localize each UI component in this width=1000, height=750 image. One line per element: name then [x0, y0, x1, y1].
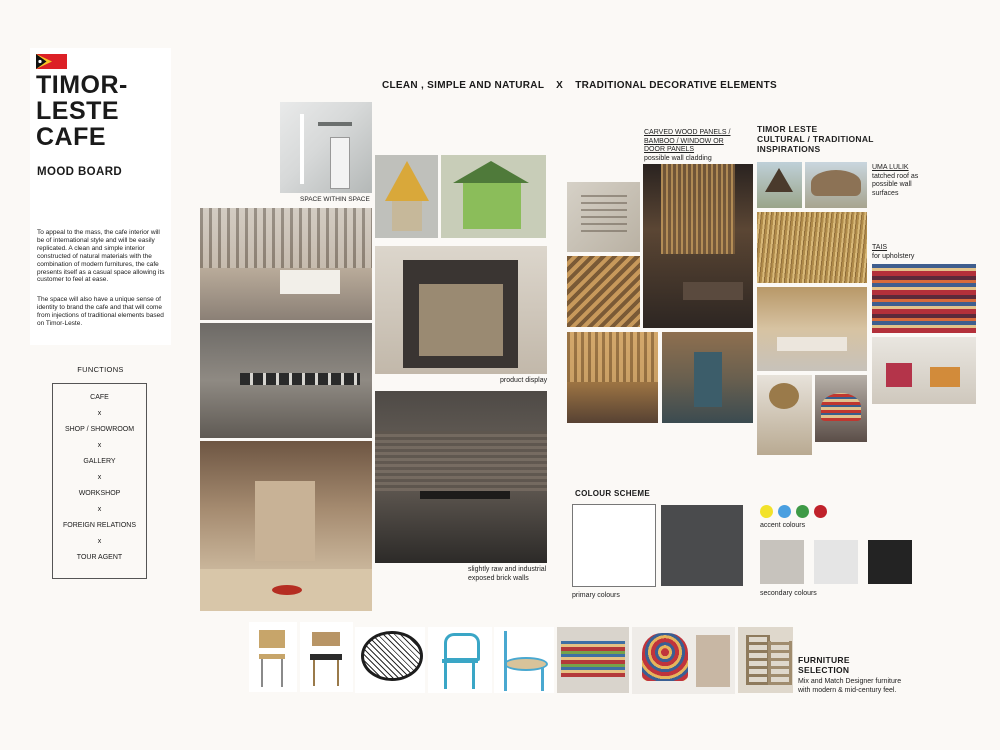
function-separator: x: [97, 410, 102, 417]
functions-heading: FUNCTIONS: [77, 365, 124, 374]
function-item: SHOP / SHOWROOM: [64, 426, 135, 433]
board-header: [382, 80, 777, 91]
cultural-line-3: INSPIRATIONS: [757, 144, 821, 154]
function-item: WORKSHOP: [78, 490, 121, 497]
cultural-line-1: TIMOR LESTE: [757, 124, 818, 134]
caption-brick: [468, 566, 546, 583]
function-separator: x: [97, 506, 102, 513]
title-line-2: LESTE: [36, 97, 120, 125]
tais-upholstery-room-photo: [872, 337, 976, 404]
caption-brick-line-2: exposed brick walls: [468, 574, 529, 582]
mood-board-subtitle: MOOD BOARD: [37, 166, 123, 178]
carved-line-3: DOOR PANELS: [644, 146, 695, 153]
primary-colours-label: primary colours: [572, 592, 620, 599]
furniture-suzani-chair-photo: [632, 627, 735, 694]
primary-swatch-white: [572, 504, 656, 587]
thatch-interior-photo: [757, 287, 867, 371]
shelving-shop-photo: [200, 208, 372, 320]
primary-swatch-dark-grey: [661, 505, 743, 586]
page-title: [36, 72, 128, 150]
function-item: CAFE: [90, 394, 109, 401]
furniture-desc-line-2: with modern & mid-century feel.: [798, 686, 897, 694]
furniture-hoop-chair-photo: [355, 627, 425, 693]
thatch-texture-photo: [757, 212, 867, 283]
coffee-sack-photo: [567, 182, 640, 252]
header-right: TRADITIONAL DECORATIVE ELEMENTS: [575, 80, 777, 91]
furniture-rustic-chairs-photo: [738, 627, 793, 693]
product-display-photo: [375, 246, 547, 374]
hut-lamp-photo: [375, 155, 438, 238]
timor-leste-flag-icon: [36, 54, 67, 69]
furniture-wood-chair-photo: [249, 622, 297, 692]
hanging-pendant-photo: [757, 375, 812, 455]
woven-lamp-photo: [815, 375, 867, 442]
uma-lulik-title: UMA LULIK: [872, 164, 909, 171]
secondary-colours-label: secondary colours: [760, 590, 817, 597]
header-x: X: [556, 80, 564, 91]
uma-line-1: tatched roof as: [872, 172, 919, 180]
uma-line-2: possible wall: [872, 181, 912, 188]
caption-space-within-space: SPACE WITHIN SPACE: [300, 196, 370, 203]
functions-list: [52, 392, 147, 563]
caption-brick-line-1: slightly raw and industrial: [468, 566, 547, 573]
function-item: TOUR AGENT: [76, 554, 123, 561]
uma-lulik-hut-photo-1: [757, 162, 802, 208]
furniture-blue-bentwood-chair-photo: [428, 627, 492, 693]
function-item: GALLERY: [83, 458, 116, 465]
carved-wood-shutter-photo: [567, 256, 640, 327]
intro-paragraph-2: The space will also have a unique sense of identity to brand the cafe and that will come from injections of traditional elements based on Timor-Leste.: [37, 296, 164, 327]
secondary-swatch-light-grey: [814, 540, 858, 584]
colour-scheme-heading: COLOUR SCHEME: [575, 489, 651, 498]
accent-dot-green: [796, 505, 809, 518]
carved-line-2: BAMBOO / WINDOW OR: [644, 137, 724, 145]
wood-stair-photo: [567, 332, 658, 423]
furniture-striped-bench-photo: [557, 627, 629, 693]
space-within-space-photo: [280, 102, 372, 193]
bamboo-restaurant-photo: [643, 164, 753, 328]
furniture-heading-line-1: FURNITURE: [798, 655, 850, 665]
uma-lulik-caption: [872, 164, 918, 198]
secondary-swatch-black: [868, 540, 912, 584]
gallery-brick-photo: [200, 323, 372, 438]
accent-dot-blue: [778, 505, 791, 518]
header-left: CLEAN , SIMPLE AND NATURAL: [382, 80, 545, 91]
function-separator: x: [97, 442, 102, 449]
function-item: FOREIGN RELATIONS: [63, 522, 136, 529]
tais-subcaption: for upholstery: [872, 252, 915, 260]
title-line-1: TIMOR-: [36, 71, 128, 99]
blue-corridor-photo: [662, 332, 753, 423]
green-house-photo: [441, 155, 546, 238]
uma-line-3: surfaces: [872, 189, 899, 197]
cultural-line-2: CULTURAL / TRADITIONAL: [757, 134, 874, 144]
tais-title: TAIS: [872, 244, 888, 251]
carved-wood-heading: [644, 129, 730, 155]
tais-textile-photo: [872, 264, 976, 333]
accent-dot-yellow: [760, 505, 773, 518]
function-separator: x: [97, 474, 102, 481]
uma-lulik-hut-photo-2: [805, 162, 867, 208]
furniture-blue-rattan-chair-photo: [494, 627, 554, 693]
secondary-swatch-warm-grey: [760, 540, 804, 584]
carved-wood-subcaption: possible wall cladding: [644, 155, 712, 162]
accent-colours-label: accent colours: [760, 522, 806, 529]
function-separator: x: [97, 538, 102, 545]
intro-paragraph-1: To appeal to the mass, the cafe interior will be of international style and will be easily replicated. A clean and simple interior constructed of natural materials with the combination of modern furnitures, the cafe presents itself as a casual space allowing its customer to feel at ease.: [37, 229, 165, 284]
tais-caption: [872, 244, 914, 261]
furniture-desc-line-1: Mix and Match Designer furniture: [798, 678, 902, 685]
carved-line-1: CARVED WOOD PANELS /: [644, 129, 731, 136]
cultural-inspirations-heading: [757, 124, 874, 154]
title-line-3: CAFE: [36, 123, 107, 151]
accent-dot-red: [814, 505, 827, 518]
furniture-selection-heading: [798, 655, 850, 675]
furniture-description: [798, 678, 901, 695]
caption-product-display: product display: [500, 377, 548, 384]
brick-wall-dining-photo: [375, 391, 547, 563]
warm-dining-photo: [200, 441, 372, 611]
furniture-leather-chair-photo: [300, 622, 353, 692]
furniture-heading-line-2: SELECTION: [798, 665, 850, 675]
